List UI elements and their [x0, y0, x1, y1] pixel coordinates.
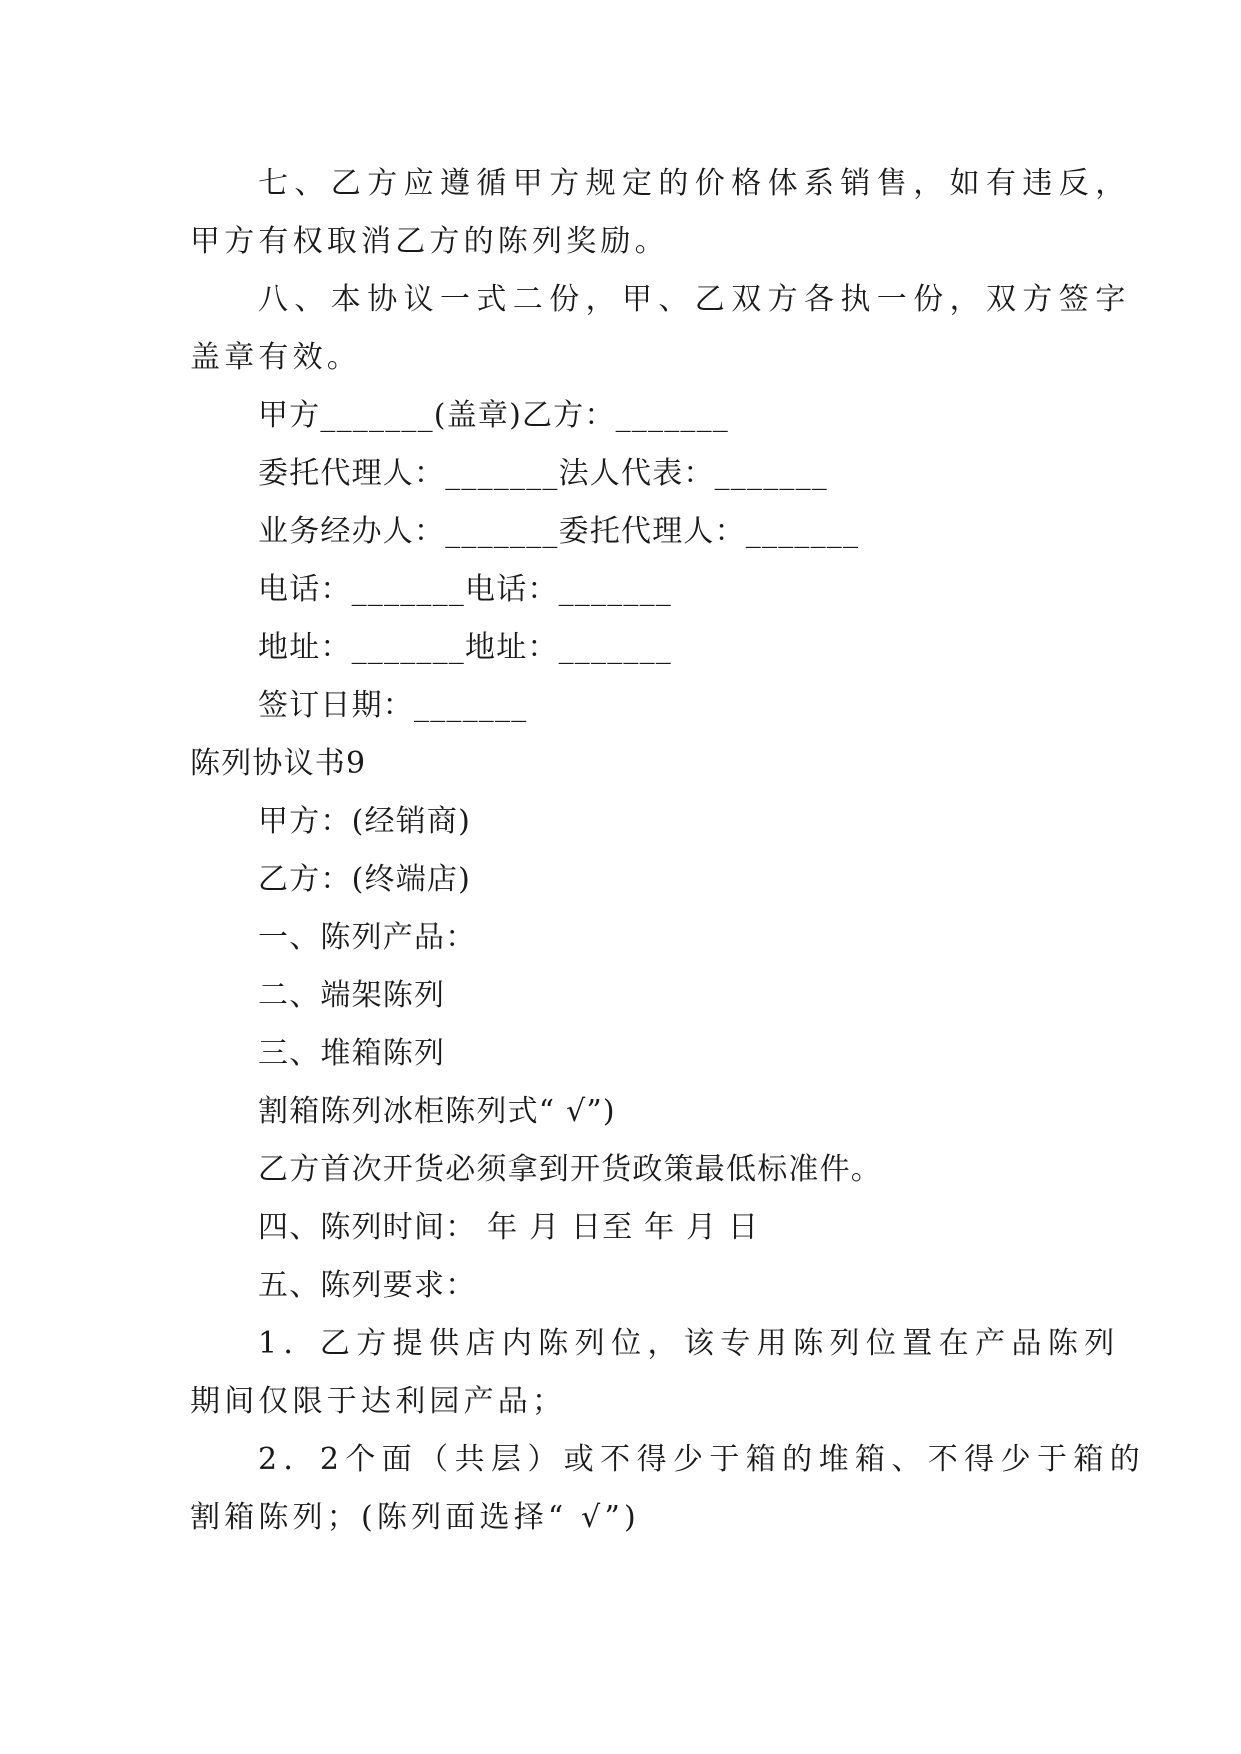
- requirement-1-line-1: 1．乙方提供店内陈列位，该专用陈列位置在产品陈列: [258, 1326, 1121, 1361]
- signature-address-line: 地址：_______地址：_______: [258, 630, 672, 665]
- signature-handler-line: 业务经办人：_______委托代理人：_______: [258, 514, 860, 549]
- section-5-heading: 五、陈列要求：: [258, 1268, 477, 1303]
- requirement-2-line-1: 2．2个面（共层）或不得少于箱的堆箱、不得少于箱的: [258, 1442, 1147, 1477]
- display-type-line: 割箱陈列冰柜陈列式“ √”): [258, 1094, 616, 1129]
- section-2-heading: 二、端架陈列: [258, 978, 446, 1013]
- signature-agent-line: 委托代理人：_______法人代表：_______: [258, 456, 828, 491]
- first-order-line: 乙方首次开货必须拿到开货政策最低标准件。: [258, 1152, 882, 1187]
- requirement-2-line-2: 割箱陈列；(陈列面选择“ √”): [190, 1500, 640, 1535]
- signature-phone-line: 电话：_______电话：_______: [258, 572, 672, 607]
- party-b-line: 乙方：(终端店): [258, 862, 472, 897]
- signing-date-line: 签订日期：_______: [258, 688, 528, 723]
- clause-7-line-2: 甲方有权取消乙方的陈列奖励。: [190, 224, 669, 259]
- section-4-time-line: 四、陈列时间： 年 月 日至 年 月 日: [258, 1210, 760, 1245]
- section-1-heading: 一、陈列产品：: [258, 920, 477, 955]
- clause-8-line-2: 盖章有效。: [190, 340, 361, 375]
- requirement-1-line-2: 期间仅限于达利园产品；: [190, 1384, 567, 1419]
- clause-7-line-1: 七、乙方应遵循甲方规定的价格体系销售，如有违反，: [258, 166, 1132, 201]
- signature-party-line: 甲方_______(盖章)乙方：_______: [258, 398, 730, 433]
- clause-8-line-1: 八、本协议一式二份，甲、乙双方各执一份，双方签字: [258, 282, 1132, 317]
- agreement-title: 陈列协议书9: [190, 746, 367, 781]
- party-a-line: 甲方：(经销商): [258, 804, 472, 839]
- section-3-heading: 三、堆箱陈列: [258, 1036, 446, 1071]
